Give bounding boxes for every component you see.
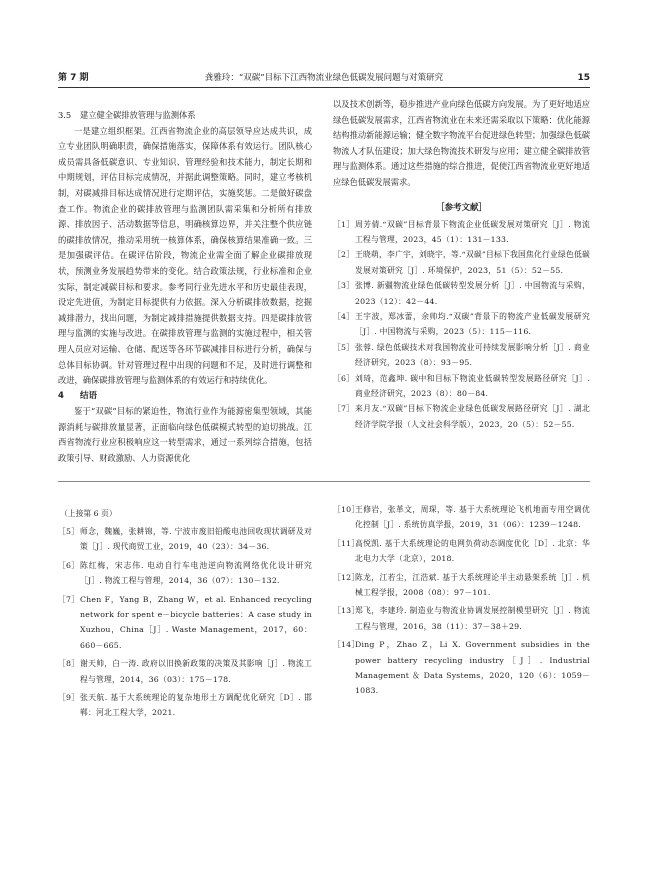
reference-item (333, 278, 590, 309)
reference-number: ［6］ (58, 560, 80, 570)
reference-text: Ding P，Zhao Z，Li X. Government subsidies in the power battery recycling industry［J］. Industrial Management ＆ Data Systems，2020，120（6）：1059－1083. (355, 640, 590, 696)
reference-text: 周芳倩.“双碳”目标背景下物流企业低碳发展对策研究［J］. 物流工程与管理，2023，45（1）：131－133. (355, 219, 590, 244)
reference-text: 高悦凯. 基于大系统理论的电网负荷动态调度优化［D］. 北京：华北电力大学（北京），2018. (355, 538, 590, 564)
reference-text: 谢天帅，白一涛. 政府以旧换新政策的决策及其影响［J］. 物流工程与管理，2014，36（03）：175－178. (80, 659, 312, 684)
reference-item (333, 340, 590, 371)
reference-text: Chen F，Yang B，Zhang W，et al. Enhanced recycling network for spent e－bicycle batteries：A case study in Xuzhou，China［J］. Waste Management，2017，60：660－665. (80, 594, 312, 650)
issue-label: 第 7 期 (58, 73, 89, 83)
references-title: ［参考文献］ (436, 202, 487, 213)
reference-text: 王晓萌，李广宇，刘晓宇，等.“双碳”目标下我国焦化行业绿色低碳发展对策研究［J］. 环境保护，2023，51（5）：52－55. (355, 250, 590, 275)
section-heading (58, 389, 312, 405)
running-title: 龚雅玲：“双碳”目标下江西物流业绿色低碳发展问题与对策研究 (204, 73, 444, 83)
section-title: 结语 (80, 390, 97, 401)
reference-item (58, 656, 312, 687)
reference-number: ［4］ (333, 312, 355, 321)
reference-item (333, 570, 590, 601)
reference-number: ［1］ (333, 219, 355, 229)
reference-number: ［7］ (333, 404, 355, 414)
reference-number: ［5］ (58, 527, 80, 536)
bottom-right-references (333, 502, 590, 702)
reference-item (333, 217, 590, 248)
reference-item (333, 603, 590, 634)
reference-number: ［2］ (333, 250, 355, 260)
reference-item (333, 401, 590, 432)
body-paragraph: 以及技术创新等，稳步推进产业向绿色低碳方向发展。为了更好地适应绿色低碳发展需求，江西省物流业在未来还需采取以下策略：优化能源结构推动新能源运输；健全数字物流平台促进绿色转型；加强绿色低碳物流人才队伍建设；加大绿色物流技术研发与应用；建立健全碳排放管理与监测体系。通过这些措施的综合推进，促使江西省物流业更好地适应绿色低碳发展需求。 (333, 99, 590, 187)
reference-number: ［13］ (333, 606, 360, 616)
reference-text: 陈红梅，宋志伟. 电动自行车电池逆向物流网络优化设计研究［J］. 物流工程与管理，2014，36（07）：130－132. (80, 560, 312, 586)
body-paragraph: 鉴于“双碳”目标的紧迫性，物流行业作为能源密集型领域，其能源消耗与碳排放量显著，正面临向绿色低碳模式转型的迫切挑战。江西省物流行业应积极响应这一转型需求，通过一系列综合措施，包括政策引导、财政激励、人力资源优化 (58, 406, 312, 464)
reference-item (58, 592, 312, 654)
reference-text: 陈龙，江若尘，江浩斌. 基于大系统理论半主动悬架系统［J］. 机械工程学报，2008（08）：97－101. (355, 572, 590, 598)
reference-item (333, 371, 590, 402)
reference-text: 刘琦，范鑫坤. 碳中和目标下物流业低碳转型发展路径研究［J］. 商业经济研究，2023（8）：80－84. (355, 373, 590, 399)
reference-number: ［8］ (58, 659, 80, 669)
reference-number: ［5］ (333, 342, 355, 352)
reference-list (333, 502, 590, 699)
reference-text: 张天航. 基于大系统理论的复杂地形土方调配优化研究［D］. 邯郸：河北工程大学，2021. (80, 693, 312, 718)
reference-number: ［12］ (333, 572, 360, 582)
reference-list (333, 217, 590, 433)
reference-item (333, 536, 590, 567)
section-divider (58, 481, 590, 482)
reference-number: ［3］ (333, 281, 355, 291)
reference-item (333, 309, 590, 340)
reference-text: 王宇波，郑冰蕾，余帅均.“双碳”背景下的物流产业低碳发展研究［J］. 中国物流与采购，2023（5）：115－116. (355, 312, 590, 337)
reference-number: ［7］ (58, 594, 80, 604)
reference-number: ［9］ (58, 693, 80, 703)
left-column (58, 108, 312, 467)
running-header (58, 69, 590, 87)
reference-item (333, 502, 590, 533)
reference-item (333, 247, 590, 278)
reference-text: 王修岩，张革文，周琛，等. 基于大系统理论飞机地面专用空调优化控制［J］. 系统仿真学报，2019，31（06）：1239－1248. (355, 505, 590, 530)
section-number: 3.5 (58, 110, 72, 120)
reference-number: ［10］ (333, 505, 360, 514)
bottom-left-references (58, 524, 312, 724)
reference-text: 张博. 新疆物流业绿色低碳转型发展分析［J］. 中国物流与采购，2023（12）：42－44. (355, 281, 590, 306)
right-column (333, 97, 590, 432)
reference-number: ［11］ (333, 538, 360, 548)
reference-item (333, 637, 590, 699)
header-rule (58, 87, 590, 88)
page-number: 15 (577, 73, 590, 83)
section-title: 建立健全碳排放管理与监测体系 (80, 110, 196, 120)
reference-number: ［6］ (333, 373, 355, 383)
section-number: 4 (58, 390, 64, 401)
reference-text: 师念，魏巍，张耕锦，等. 宁波市废旧铅酸电池回收现状调研及对策［J］. 现代商贸工业，2019，40（23）：34－36. (80, 527, 312, 552)
reference-number: ［14］ (333, 640, 360, 650)
body-paragraph: 一是建立组织框架。江西省物流企业的高层领导应达成共识，成立专业团队明确职责，确保措施落实，保障体系有效运行。团队核心成员需具备低碳意识、专业知识、管理经验和技术能力，制定长期和中期规划，评估目标完成情况，并据此调整策略。同时，建立考核机制，对碳减排目标达成情况进行定期评估，实施奖惩。二是做好碳盘查工作。物流企业的碳排放管理与监测团队需采集和分析所有排放源、排放因子、活动数据等信息，明确核算边界，并关注整个供应链的碳排放情况，推动采用统一核算体系，确保核算结果准确一致。三是加强碳评估。在碳评估阶段，物流企业需全面了解企业碳排放现状，预测业务发展趋势带来的变化。结合政策法规，行业标准和企业实际，制定减碳目标和要求。参考同行业先进水平和历史最佳表现，设定先进值，为制定目标提供有力依据。深入分析碳排放数据，挖掘减排潜力，找出问题，为制定减排措施提供数据支持。四是碳排放管理与监测的实施与改进。在碳排放管理与监测的实施过程中，相关管理人员应对运输、仓储、配送等各环节碳减排目标进行分析，确保与总体目标协调。针对管理过程中出现的问题和不足，及时进行调整和改进，确保碳排放管理与监测体系的有效运行和持续优化。 (58, 125, 312, 386)
reference-text: 张蓉. 绿色低碳技术对我国物流业可持续发展影响分析［J］. 商业经济研究，2023（8）：93－95. (355, 342, 590, 368)
reference-item (58, 558, 312, 589)
section-heading (58, 108, 312, 124)
reference-list (58, 524, 312, 721)
reference-item (58, 524, 312, 555)
continued-note: （上接第 6 页） (60, 509, 117, 518)
reference-item (58, 690, 312, 721)
reference-text: 来月友.“双碳”目标下物流企业绿色低碳发展路径研究［J］. 湖北经济学院学报（人文社会科学版），2023，20（5）：52－55. (355, 404, 590, 429)
reference-text: 郑飞，李建玲. 制造业与物流业协调发展控制模型研究［J］. 物流工程与管理，2016，38（11）：37－38＋29. (355, 606, 590, 631)
